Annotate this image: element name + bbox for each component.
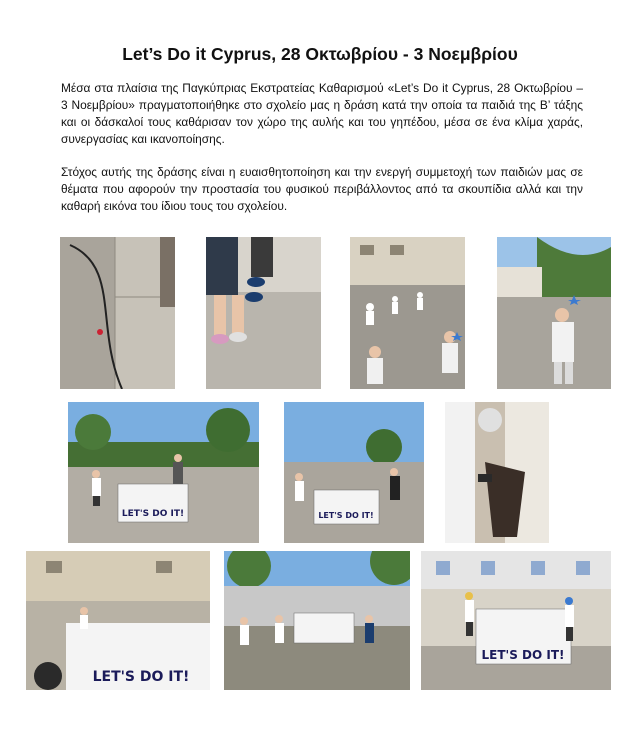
photo-2-feet [206, 237, 321, 389]
paragraph-2: Στόχος αυτής της δράσης είναι η ευαισθητοποίηση και την ενεργή συμμετοχή των παιδιών μας σε θέματα που αφορούν την προστασία του φυσικού περιβάλλοντος από τα σκουπίδια αλλά και την καθαρή εικόνα του ίδιου τους του σχολείου. [61, 165, 583, 213]
photo-3-schoolyard-children [350, 237, 465, 389]
banner-text: LET'S DO IT! [318, 511, 374, 520]
photo-4-teacher-yard [497, 237, 611, 389]
banner-text: LET'S DO IT! [121, 509, 185, 519]
photo-7-trash-bag [445, 402, 549, 543]
page-title: Let’s Do it Cyprus, 28 Οκτωβρίου - 3 Νοεμβρίου [122, 44, 518, 64]
photo-6-group-banner [284, 402, 424, 543]
photo-8-children-banner [26, 551, 210, 690]
photo-5-banner-field [68, 402, 259, 543]
paragraph-1: Μέσα στα πλαίσια της Παγκύπριας Εκστρατείας Καθαρισμού «Let’s Do it Cyprus, 28 Οκτωβρίου – 3 Νοεμβρίου» πραγματοποιήθηκε στο σχολείο μας η δράση κατά την οποία τα παιδιά της Β’ τάξης και οι δάσκαλοί τους καθάρισαν τον χώρο της αυλής και του γηπέδου, μέσα σε ένα κλίμα χαράς, συνεργασίας και ικανοποίησης. [61, 81, 583, 146]
photo-10-two-children-banner [421, 551, 611, 690]
photo-1-hose-ground [60, 237, 175, 389]
banner-text: LET'S DO IT! [92, 669, 190, 685]
banner-text: LET'S DO IT! [481, 648, 565, 662]
photo-9-group-fence [224, 551, 410, 690]
